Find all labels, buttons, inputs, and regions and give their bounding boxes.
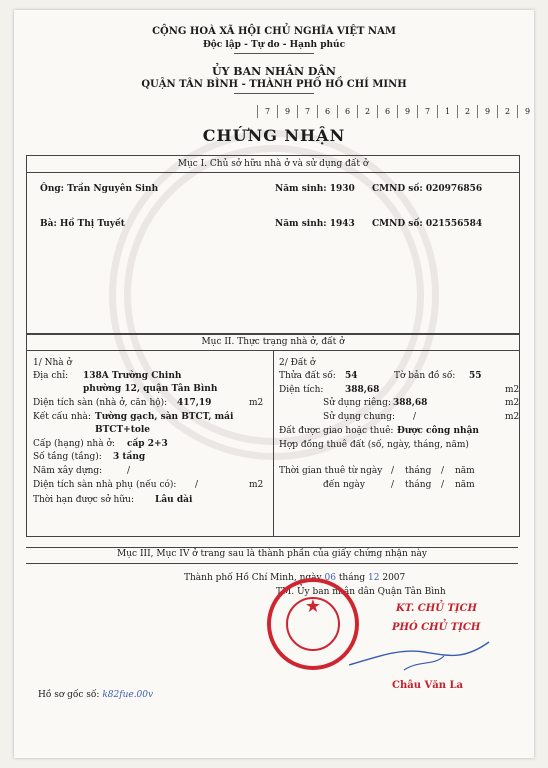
district-name: QUẬN TÂN BÌNH - THÀNH PHỐ HỒ CHÍ MINH (141, 79, 407, 90)
house-grade: cấp 2+3 (127, 439, 168, 449)
document-title: CHỨNG NHẬN (202, 126, 346, 145)
national-motto: Độc lập - Tự do - Hạnh phúc (202, 40, 346, 50)
handwritten-signature (344, 630, 494, 678)
land-map: 55 (469, 371, 482, 381)
land-area: 388,68 (345, 385, 380, 395)
serial-number: 7 9 7 6 6 2 6 9 7 1 2 9 2 9 (257, 105, 537, 118)
file-number: Hồ sơ gốc số: k82fue.00v (38, 690, 154, 700)
committee-name: ỦY BAN NHÂN DÂN (212, 65, 336, 78)
section3-note: Mục III, Mục IV ở trang sau là thành phần của giấy chứng nhận này (117, 549, 427, 559)
land-allocation: Được công nhận (397, 426, 479, 436)
house-term: Lâu dài (155, 495, 193, 505)
signer-role-1: KT. CHỦ TỊCH (396, 603, 477, 614)
issue-date: Thành phố Hồ Chí Minh, ngày 06 tháng 12 2007 (184, 573, 406, 583)
owner1-row: Ông: Trần Nguyên Sinh (40, 184, 159, 194)
section-owners: Mục I. Chủ sở hữu nhà ở và sử dụng đất ở Ông: Trần Nguyên Sinh Năm sinh: 1930 CMND số: 020976856 Bà: Hồ Thị Tuyết Năm sinh: 1943 CMND số: 021556584 (26, 155, 520, 335)
official-seal: ★ (267, 578, 359, 670)
house-floors: 3 tầng (113, 452, 146, 462)
certificate-page (14, 10, 534, 758)
house-title: 1/ Nhà ở (33, 358, 72, 368)
section1-heading: Mục I. Chủ sở hữu nhà ở và sử dụng đất ở (27, 156, 519, 173)
issuing-body: TM. Ủy ban nhân dân Quận Tân Bình (276, 587, 446, 597)
country-name: CỘNG HOÀ XÃ HỘI CHỦ NGHĨA VIỆT NAM (152, 26, 396, 37)
section2-heading: Mục II. Thực trạng nhà ở, đất ở (27, 334, 519, 351)
signer-name: Châu Văn La (392, 680, 463, 691)
section3-note-row (26, 547, 518, 564)
section-property: Mục II. Thực trạng nhà ở, đất ở 1/ Nhà ở Địa chỉ: 138A Trường Chinh phường 12, quận Tân Bình Diện tích sàn (nhà ở, căn hộ): 417,19 m2 Kết cấu nhà: Tường gạch, sàn BTCT, mái BTCT+tole Cấp (hạng) nhà ở: cấp 2+3 Số tầng (tầng): 3 tầng Năm xây dựng: / Diện tích sàn nhà phụ (nếu có): / m2 Thời hạn được sở hữu: Lâu dài 2/ Đất ở Thửa đất số: 54 Tờ bản đồ số: 55 Diện tích: 388,68 m2 Sử dụng riêng: 388,68 m2 Sử dụng chung: / m2 Đất được giao hoặc thuê: Được công nhận Hợp đồng thuê đất (số, ngày, tháng, năm) Thời gian thuê từ ngày / tháng / năm đến ngày / tháng / năm (26, 333, 520, 537)
house-structure: Tường gạch, sàn BTCT, mái (95, 412, 234, 422)
owner2-row: Bà: Hồ Thị Tuyết (40, 219, 125, 229)
land-title: 2/ Đất ở (279, 358, 316, 368)
land-parcel: 54 (345, 371, 358, 381)
signer-role-2: PHÓ CHỦ TỊCH (392, 622, 481, 633)
house-area: 417,19 (177, 398, 212, 408)
house-address: 138A Trường Chinh (83, 371, 182, 381)
